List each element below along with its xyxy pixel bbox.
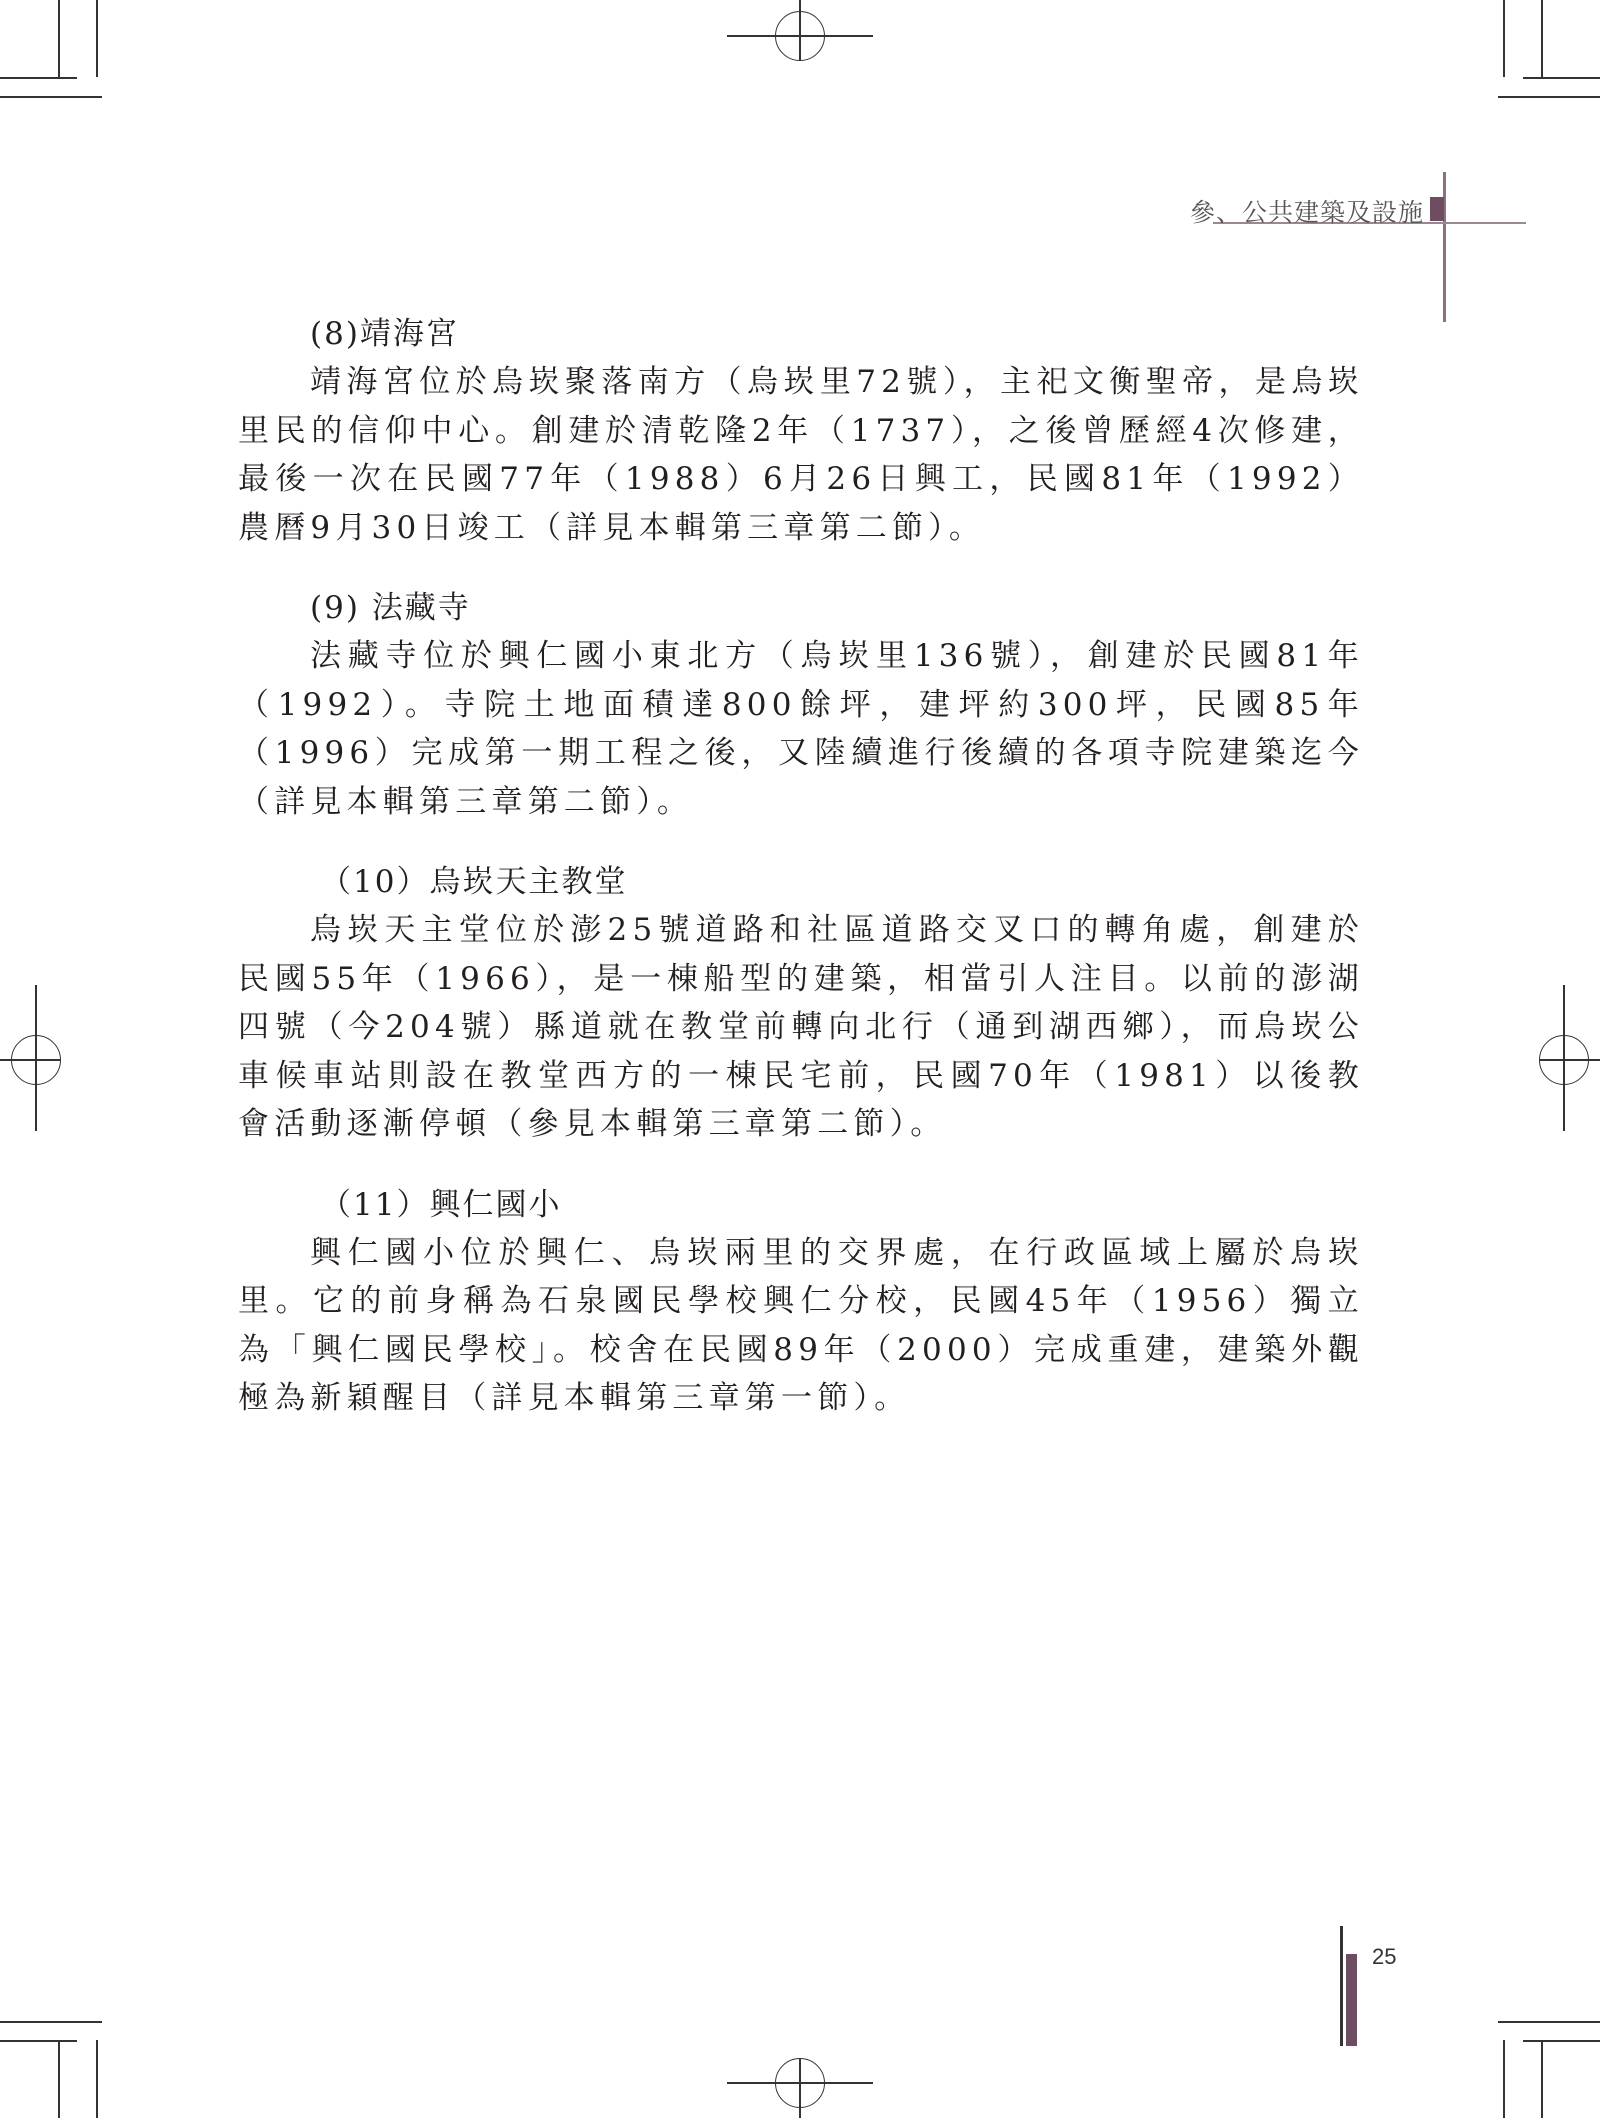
registration-circle	[1539, 1035, 1589, 1085]
running-header-title: 參、公共建築及設施	[1189, 198, 1424, 227]
header-vertical-rule	[1443, 172, 1446, 322]
footer-accent-bar	[1346, 1954, 1357, 2046]
crop-mark	[1541, 2040, 1543, 2118]
crop-mark	[96, 2040, 98, 2118]
footer-rule	[1340, 1926, 1343, 2046]
crop-mark	[1523, 77, 1600, 79]
registration-circle	[11, 1035, 61, 1085]
crop-mark	[96, 0, 98, 77]
section-heading: （10）烏崁天主教堂	[320, 864, 628, 900]
section-paragraph: 興仁國小位於興仁、烏崁兩里的交界處，在行政區域上屬於烏崁里。它的前身稱為石泉國民學校興仁分校，民國45年（1956）獨立為「興仁國民學校」。校舍在民國89年（2000）完成重建，建築外觀極為新穎醒目（詳見本輯第三章第一節）。	[238, 1234, 1364, 1416]
registration-circle	[775, 2058, 825, 2108]
registration-circle	[775, 11, 825, 61]
crop-mark	[1498, 96, 1600, 98]
crop-mark	[1523, 2040, 1600, 2042]
section-catholic-church	[238, 858, 1364, 1149]
crop-mark	[0, 77, 77, 79]
section-paragraph: 烏崁天主堂位於澎25號道路和社區道路交叉口的轉角處，創建於民國55年（1966），是一棟船型的建築，相當引人注目。以前的澎湖四號（今204號）縣道就在教堂前轉向北行（通到湖西鄉），而烏崁公車候車站則設在教堂西方的一棟民宅前，民國70年（1981）以後教會活動逐漸停頓（參見本輯第三章第二節）。	[238, 912, 1364, 1142]
crop-mark	[58, 0, 60, 77]
body-content	[238, 310, 1364, 1455]
section-fazang-temple	[238, 584, 1364, 826]
header-accent-block	[1430, 197, 1444, 221]
crop-mark	[0, 96, 102, 98]
section-paragraph: 法藏寺位於興仁國小東北方（烏崁里136號），創建於民國81年（1992）。寺院土地面積達800餘坪，建坪約300坪，民國85年（1996）完成第一期工程之後，又陸續進行後續的各項寺院建築迄今（詳見本輯第三章第二節）。	[238, 638, 1364, 820]
section-jinghai-temple	[238, 310, 1364, 552]
section-heading: (9) 法藏寺	[310, 590, 471, 626]
crop-mark	[1541, 0, 1543, 77]
crop-mark	[0, 2040, 77, 2042]
crop-mark	[1498, 2021, 1600, 2023]
section-xingren-elementary	[238, 1181, 1364, 1423]
page-number: 25	[1372, 1944, 1397, 1969]
section-paragraph: 靖海宮位於烏崁聚落南方（烏崁里72號），主祀文衡聖帝，是烏崁里民的信仰中心。創建於清乾隆2年（1737），之後曾歷經4次修建，最後一次在民國77年（1988）6月26日興工，民國81年（1992）農曆9月30日竣工（詳見本輯第三章第二節）。	[238, 364, 1364, 546]
crop-mark	[0, 2021, 102, 2023]
section-heading: （11）興仁國小	[320, 1186, 562, 1223]
crop-mark	[58, 2040, 60, 2118]
crop-mark	[1503, 0, 1505, 77]
crop-mark	[1503, 2040, 1505, 2118]
section-heading: (8)靖海宮	[310, 316, 459, 352]
